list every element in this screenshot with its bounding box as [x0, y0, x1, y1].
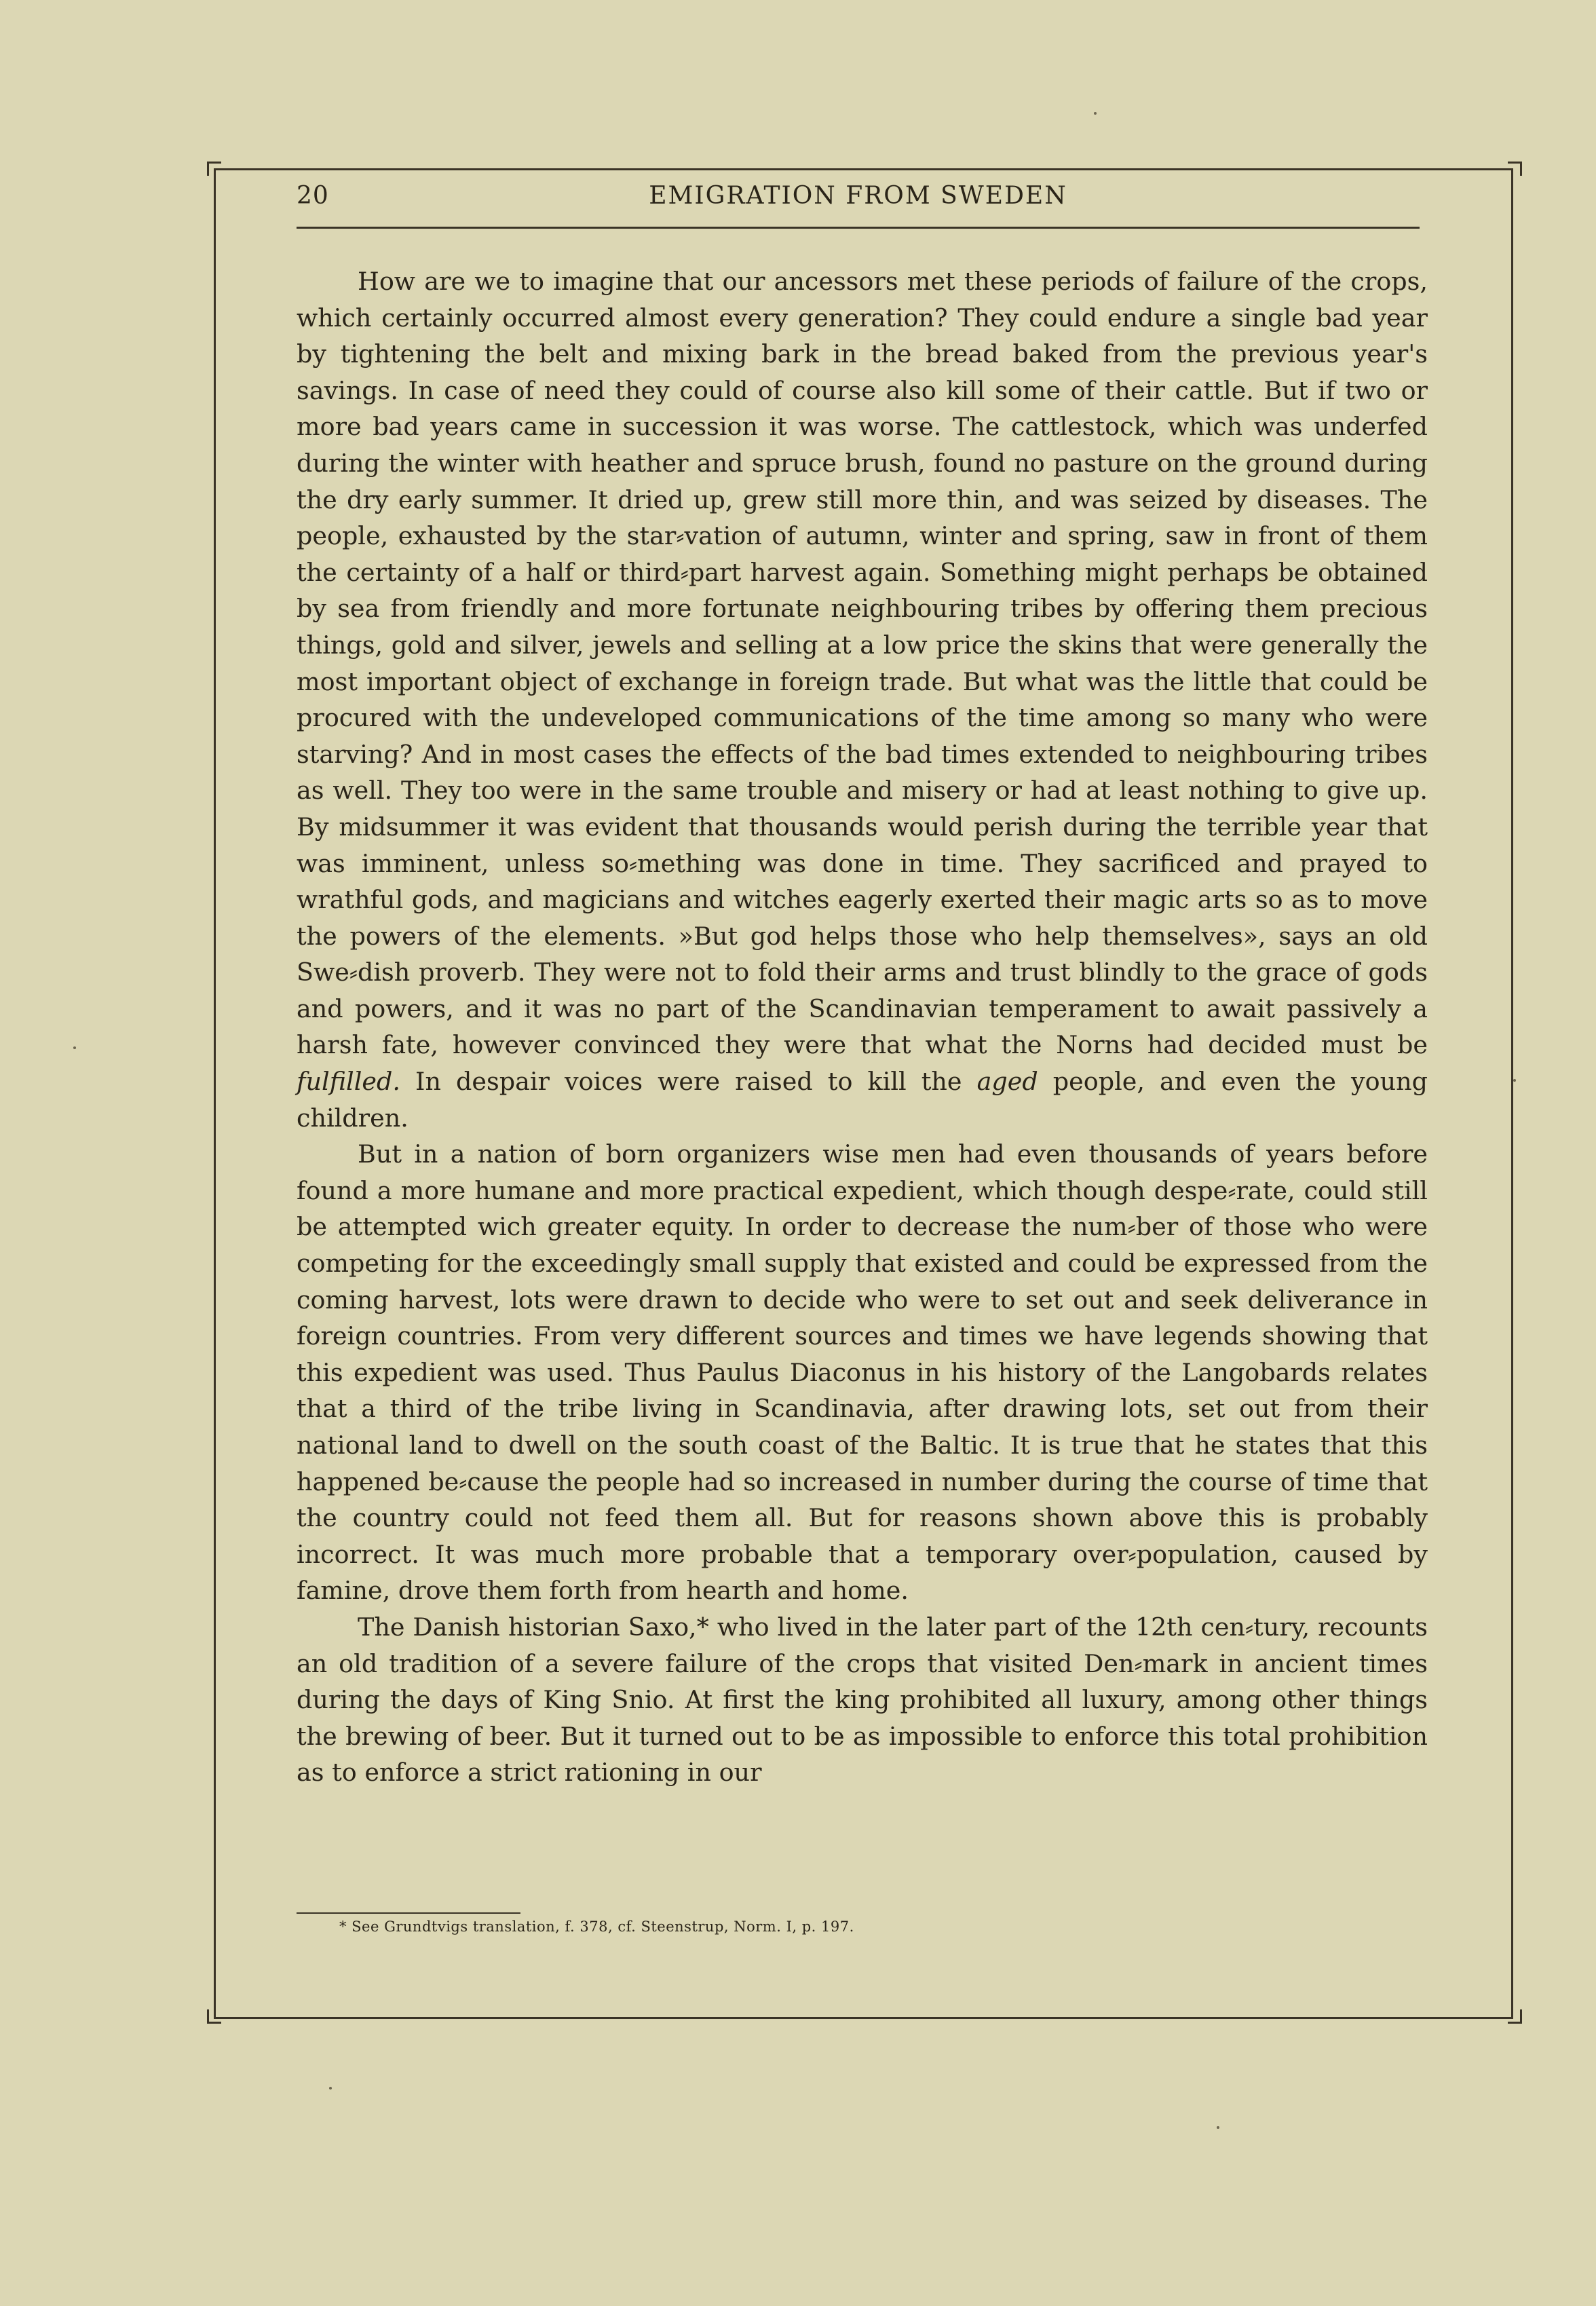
page-number: 20 [297, 182, 329, 210]
paper-speck [1513, 1079, 1516, 1082]
running-head [297, 182, 1420, 223]
paper-speck [1094, 112, 1097, 115]
paragraph: But in a nation of born organizers wise men had even thousands of years before found a more humane and more practical expedient, which though despe⸗rate, could still be attempted wich greater equity. In order to decrease the num⸗ber of those who were competing for the exceedingly small supply that existed and could be expressed from the coming harvest, lots were drawn to decide who were to set out and seek deliverance in foreign countries. From very different sources and times we have legends showing that this expedient was used. Thus Paulus Diaconus in his history of the Langobards relates that a third of the tribe living in Scandinavia, after drawing lots, set out from their national land to dwell on the south coast of the Baltic. It is true that he states that this happened be⸗cause the people had so increased in number during the course of time that the country could not feed them all. But for reasons shown above this is probably incorrect. It was much more probable that a temporary over⸗population, caused by famine, drove them forth from hearth and home. [297, 1139, 1428, 1606]
footnote: * See Grundtvigs translation, f. 378, cf. Steenstrup, Norm. I, p. 197. [339, 1918, 854, 1935]
footnote-rule [297, 1912, 520, 1914]
paper-speck [1217, 2126, 1219, 2129]
paper-speck [329, 2087, 332, 2090]
header-rule [297, 227, 1420, 229]
paper-speck [73, 1046, 76, 1049]
body-text [297, 263, 1428, 1791]
paragraph [297, 263, 1428, 1136]
paragraph-text: In despair voices were raised to kill the [400, 1067, 977, 1097]
running-title: EMIGRATION FROM SWEDEN [649, 182, 1067, 210]
italic-word: fulfilled. [297, 1067, 400, 1097]
italic-word: aged [976, 1067, 1038, 1097]
paragraph-text: How are we to imagine that our ancessors met these periods of failure of the crops, which certainly occurred almost every generation? They could endure a single bad year by tightening the belt and mixing bark in the bread baked from the previous year's savings. In case of need they could of course also kill some of their cattle. But if two or more bad years came in succession it was worse. The cattlestock, which was underfed during the winter with heather and spruce brush, found no pasture on the ground during the dry early summer. It dried up, grew still more thin, and was seized by diseases. The people, exhausted by the star⸗vation of autumn, winter and spring, saw in front of them the certainty of a half or third⸗part harvest again. Something might perhaps be obtained by sea from friendly and more fortunate neighbouring tribes by offering them precious things, gold and silver, jewels and selling at a low price the skins that were generally the most important object of exchange in foreign trade. But what was the little that could be procured with the undeveloped communications of the time among so many who were starving? And in most cases the effects of the bad times extended to neighbouring tribes as well. They too were in the same trouble and misery or had at least nothing to give up. By midsummer it was evident that thousands would perish during the terrible year that was imminent, unless so⸗mething was done in time. They sacrificed and prayed to wrathful gods, and magicians and witches eagerly exerted their magic arts so as to move the powers of the elements. »But god helps those who help themselves», says an old Swe⸗dish proverb. They were not to fold their arms and trust blindly to the grace of gods and powers, and it was no part of the Scandinavian temperament to await passively a harsh fate, however convinced they were that what the Norns had decided must be [297, 267, 1428, 1060]
paragraph-text: people, and even the young children. [297, 1067, 1428, 1133]
paragraph: The Danish historian Saxo,* who lived in the later part of the 12th cen⸗tury, recounts an old tradition of a severe failure of the crops that visited Den⸗mark in ancient times during the days of King Snio. At first the king prohibited all luxury, among other things the brewing of beer. But it turned out to be as impossible to enforce this total prohibition as to enforce a strict rationing in our [297, 1612, 1428, 1788]
